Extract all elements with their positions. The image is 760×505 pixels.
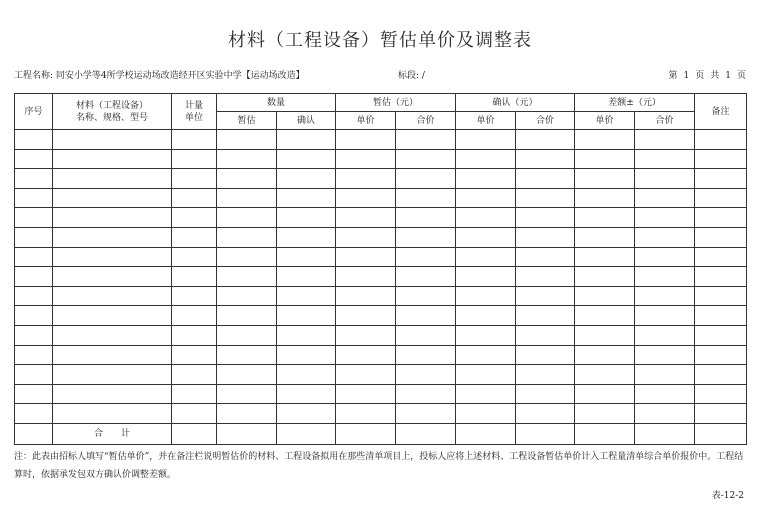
table-cell: [15, 345, 53, 365]
table-cell: [456, 325, 516, 345]
total-cell: [695, 423, 747, 444]
project-info: [14, 69, 305, 83]
header-diff: 差额±（元）: [575, 94, 695, 112]
table-cell: [695, 325, 747, 345]
table-cell: [575, 404, 635, 424]
table-row: [15, 325, 747, 345]
table-cell: [217, 325, 277, 345]
table-cell: [396, 325, 456, 345]
table-cell: [396, 169, 456, 189]
table-cell: [15, 306, 53, 326]
table-cell: [217, 365, 277, 385]
table-cell: [217, 345, 277, 365]
table-cell: [217, 404, 277, 424]
table-cell: [695, 286, 747, 306]
table-cell: [516, 345, 575, 365]
total-cell: [396, 423, 456, 444]
table-row: [15, 306, 747, 326]
subheader-qty-confirm: 确认: [277, 112, 336, 130]
table-cell: [217, 208, 277, 228]
table-cell: [396, 365, 456, 385]
table-cell: [695, 267, 747, 287]
footnote: 注：此表由招标人填写“暂估单价”，并在备注栏说明暂估价的材料、工程设备拟用在那些清单项目上，投标人应将上述材料、工程设备暂估单价计入工程量清单综合单价报价中。工程结算时，依据承发包双方确认价调整差额。: [14, 452, 744, 480]
table-cell: [172, 267, 217, 287]
table-cell: [396, 247, 456, 267]
table-cell: [172, 345, 217, 365]
table-cell: [15, 169, 53, 189]
table-cell: [277, 149, 336, 169]
section-label: 标段:: [398, 71, 420, 81]
table-cell: [456, 267, 516, 287]
table-cell: [396, 149, 456, 169]
table-cell: [516, 404, 575, 424]
total-cell: [172, 423, 217, 444]
table-cell: [217, 149, 277, 169]
table-cell: [635, 404, 695, 424]
table-cell: [396, 384, 456, 404]
table-body: [15, 130, 747, 424]
table-cell: [172, 227, 217, 247]
total-cell: [635, 423, 695, 444]
table-cell: [336, 208, 396, 228]
table-cell: [277, 267, 336, 287]
table-cell: [456, 247, 516, 267]
table-cell: [516, 227, 575, 247]
page-di: 第: [668, 71, 678, 81]
subheader-conf-unit: 单价: [456, 112, 516, 130]
table-cell: [336, 306, 396, 326]
table-cell: [172, 384, 217, 404]
table-cell: [516, 188, 575, 208]
table-row: [15, 208, 747, 228]
header-quantity: 数量: [217, 94, 336, 112]
table-row: [15, 130, 747, 150]
header-unit: [172, 94, 217, 130]
table-cell: [695, 149, 747, 169]
table-cell: [53, 306, 172, 326]
meta-bar: [14, 69, 746, 83]
subheader-diff-unit: 单价: [575, 112, 635, 130]
table-cell: [53, 267, 172, 287]
table-cell: [396, 345, 456, 365]
table-cell: [172, 365, 217, 385]
total-cell: [336, 423, 396, 444]
table-cell: [635, 130, 695, 150]
table-cell: [635, 267, 695, 287]
section-value: /: [421, 71, 425, 81]
table-row: [15, 384, 747, 404]
table-cell: [575, 286, 635, 306]
table-cell: [635, 345, 695, 365]
table-row: [15, 365, 747, 385]
table-cell: [277, 169, 336, 189]
table-cell: [15, 188, 53, 208]
table-cell: [456, 384, 516, 404]
table-cell: [277, 286, 336, 306]
table-cell: [336, 130, 396, 150]
project-label: 工程名称:: [14, 71, 54, 81]
table-cell: [695, 188, 747, 208]
table-cell: [516, 384, 575, 404]
table-cell: [172, 247, 217, 267]
table-cell: [336, 325, 396, 345]
table-cell: [277, 306, 336, 326]
table-cell: [695, 345, 747, 365]
table-cell: [172, 404, 217, 424]
table-cell: [15, 130, 53, 150]
table-cell: [53, 227, 172, 247]
header-material: [53, 94, 172, 130]
total-cell: [456, 423, 516, 444]
table-cell: [15, 247, 53, 267]
total-cell: [575, 423, 635, 444]
table-cell: [53, 404, 172, 424]
table-cell: [336, 286, 396, 306]
table-cell: [635, 169, 695, 189]
table-cell: [217, 306, 277, 326]
page-total: 1: [725, 71, 731, 81]
table-cell: [575, 267, 635, 287]
header-unit-line2: 单位: [184, 112, 203, 123]
total-row: [15, 423, 747, 444]
table-cell: [277, 345, 336, 365]
table-row: [15, 227, 747, 247]
table-cell: [15, 267, 53, 287]
table-cell: [277, 227, 336, 247]
table-cell: [635, 208, 695, 228]
table-cell: [15, 149, 53, 169]
table-cell: [575, 325, 635, 345]
table-cell: [516, 325, 575, 345]
table-cell: [695, 169, 747, 189]
table-cell: [277, 384, 336, 404]
table-cell: [456, 404, 516, 424]
table-cell: [456, 149, 516, 169]
header-material-line2: 名称、规格、型号: [75, 112, 148, 123]
table-cell: [277, 404, 336, 424]
table-cell: [277, 365, 336, 385]
table-cell: [396, 208, 456, 228]
table-cell: [456, 169, 516, 189]
table-cell: [217, 286, 277, 306]
table-cell: [15, 227, 53, 247]
page-title: 材料（工程设备）暂估单价及调整表: [228, 30, 532, 51]
total-label: 合 计: [53, 423, 172, 444]
table-cell: [575, 208, 635, 228]
table-cell: [172, 149, 217, 169]
total-cell: [516, 423, 575, 444]
table-cell: [277, 325, 336, 345]
table-row: [15, 149, 747, 169]
total-cell-seq: [15, 423, 53, 444]
table-cell: [336, 149, 396, 169]
page-gong: 共: [710, 71, 720, 81]
table-cell: [516, 130, 575, 150]
table-cell: [217, 188, 277, 208]
header-estimate: 暂估（元）: [336, 94, 456, 112]
table-cell: [516, 149, 575, 169]
table-cell: [516, 208, 575, 228]
table-cell: [53, 188, 172, 208]
table-row: [15, 169, 747, 189]
table-cell: [53, 247, 172, 267]
table-cell: [456, 208, 516, 228]
table-cell: [172, 130, 217, 150]
table-cell: [53, 384, 172, 404]
table-cell: [336, 345, 396, 365]
header-material-line1: 材料（工程设备）: [75, 100, 148, 111]
table-cell: [15, 286, 53, 306]
table-cell: [172, 325, 217, 345]
table-cell: [217, 169, 277, 189]
table-cell: [516, 247, 575, 267]
table-cell: [695, 306, 747, 326]
table-cell: [516, 267, 575, 287]
material-estimate-table: [14, 93, 747, 445]
table-cell: [635, 286, 695, 306]
table-cell: [336, 169, 396, 189]
table-cell: [217, 247, 277, 267]
table-cell: [336, 267, 396, 287]
table-cell: [456, 306, 516, 326]
page-ye: 页: [695, 71, 705, 81]
page-current: 1: [683, 71, 690, 81]
table-cell: [695, 404, 747, 424]
table-cell: [53, 365, 172, 385]
page-indicator: [662, 69, 746, 83]
table-cell: [53, 325, 172, 345]
table-cell: [172, 208, 217, 228]
table-cell: [277, 188, 336, 208]
table-cell: [217, 384, 277, 404]
table-cell: [575, 149, 635, 169]
table-cell: [516, 169, 575, 189]
table-cell: [15, 384, 53, 404]
table-cell: [456, 365, 516, 385]
table-cell: [277, 208, 336, 228]
table-cell: [635, 384, 695, 404]
table-cell: [575, 130, 635, 150]
subheader-diff-total: 合价: [635, 112, 695, 130]
table-cell: [695, 384, 747, 404]
table-cell: [217, 267, 277, 287]
table-cell: [695, 247, 747, 267]
table-cell: [53, 208, 172, 228]
table-cell: [217, 227, 277, 247]
table-cell: [53, 169, 172, 189]
table-cell: [53, 130, 172, 150]
table-cell: [172, 306, 217, 326]
table-cell: [456, 345, 516, 365]
table-cell: [396, 130, 456, 150]
table-cell: [15, 365, 53, 385]
table-cell: [336, 404, 396, 424]
table-cell: [456, 227, 516, 247]
table-row: [15, 345, 747, 365]
table-cell: [695, 227, 747, 247]
table-cell: [695, 208, 747, 228]
table-cell: [277, 247, 336, 267]
table-cell: [396, 286, 456, 306]
table-cell: [575, 365, 635, 385]
table-cell: [635, 306, 695, 326]
header-confirm: 确认（元）: [456, 94, 575, 112]
project-name: 同安小学等4所学校运动场改造经开区实验中学【运动场改造】: [55, 71, 305, 81]
table-cell: [575, 188, 635, 208]
table-cell: [396, 188, 456, 208]
table-cell: [635, 149, 695, 169]
table-cell: [575, 345, 635, 365]
subheader-conf-total: 合价: [516, 112, 575, 130]
table-cell: [15, 325, 53, 345]
table-cell: [456, 286, 516, 306]
table-cell: [336, 227, 396, 247]
table-cell: [635, 365, 695, 385]
table-row: [15, 188, 747, 208]
table-cell: [15, 208, 53, 228]
table-row: [15, 247, 747, 267]
table-cell: [695, 130, 747, 150]
table-cell: [53, 345, 172, 365]
table-cell: [635, 188, 695, 208]
table-cell: [456, 130, 516, 150]
total-cell: [277, 423, 336, 444]
table-cell: [516, 306, 575, 326]
subheader-qty-estimate: 暂估: [217, 112, 277, 130]
table-cell: [575, 227, 635, 247]
total-cell: [217, 423, 277, 444]
table-cell: [396, 267, 456, 287]
table-cell: [575, 169, 635, 189]
table-cell: [635, 247, 695, 267]
table-cell: [277, 130, 336, 150]
subheader-est-total: 合价: [396, 112, 456, 130]
table-cell: [396, 227, 456, 247]
table-cell: [217, 130, 277, 150]
table-cell: [336, 188, 396, 208]
table-cell: [336, 384, 396, 404]
table-cell: [695, 365, 747, 385]
table-cell: [172, 286, 217, 306]
table-row: [15, 267, 747, 287]
table-cell: [53, 149, 172, 169]
table-cell: [53, 286, 172, 306]
section-info: [398, 69, 425, 83]
table-cell: [516, 286, 575, 306]
form-number: 表-12-2: [711, 491, 744, 501]
table-cell: [575, 247, 635, 267]
table-cell: [635, 227, 695, 247]
header-remark: 备注: [695, 94, 747, 130]
table-cell: [575, 384, 635, 404]
header-seq: 序号: [15, 94, 53, 130]
table-cell: [516, 365, 575, 385]
table-row: [15, 286, 747, 306]
table-cell: [635, 325, 695, 345]
table-cell: [336, 247, 396, 267]
table-cell: [456, 188, 516, 208]
page-ye2: 页: [736, 71, 746, 81]
table-row: [15, 404, 747, 424]
header-unit-line1: 计量: [184, 100, 203, 111]
table-cell: [396, 404, 456, 424]
table-cell: [15, 404, 53, 424]
table-cell: [396, 306, 456, 326]
table-cell: [172, 169, 217, 189]
table-cell: [172, 188, 217, 208]
table-cell: [336, 365, 396, 385]
table-cell: [575, 306, 635, 326]
subheader-est-unit: 单价: [336, 112, 396, 130]
